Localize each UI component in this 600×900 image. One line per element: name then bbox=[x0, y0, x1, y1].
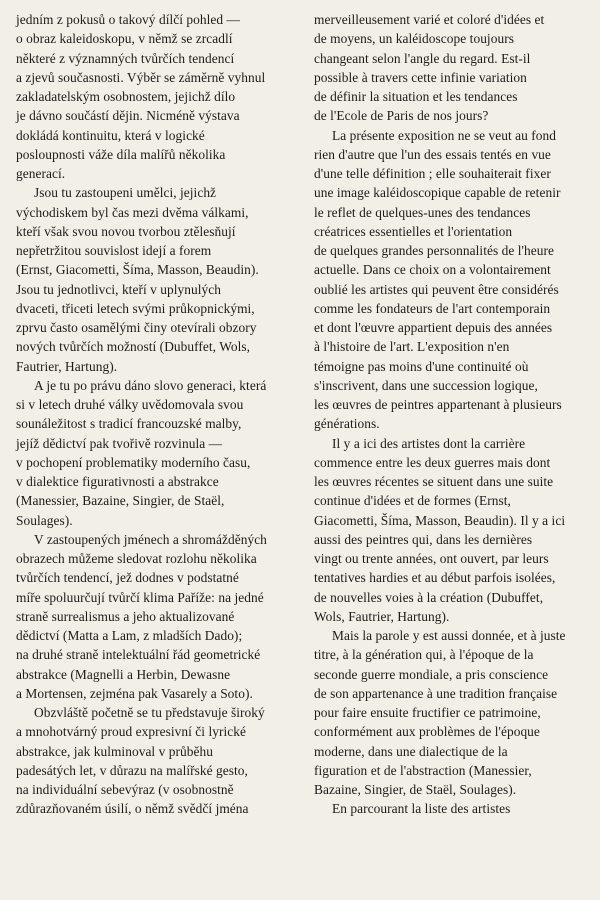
czech-text-line: posloupnosti váže díla malířů několika bbox=[16, 146, 226, 162]
french-text-line: de l'Ecole de Paris de nos jours? bbox=[314, 108, 489, 124]
french-text-line: à l'histoire de l'art. L'exposition n'en bbox=[314, 339, 510, 355]
czech-text-line: východiskem byl čas mezi dvěma válkami, bbox=[16, 204, 249, 220]
czech-text-line: Obzvláště početně se tu představuje široký bbox=[34, 705, 265, 720]
french-text-line: témoigne pas moins d'une continuité où bbox=[314, 358, 529, 374]
czech-text-line: a zjevů současnosti. Výběr se záměrně vyhnul bbox=[16, 69, 266, 85]
french-text-line: aussi des peintres qui, dans les dernières bbox=[314, 531, 533, 547]
french-text-line: le reflet de quelques-unes des tendances bbox=[314, 204, 531, 220]
french-text-line: de quelques grandes personnalités de l'heure bbox=[314, 243, 554, 258]
french-text-line: rien d'autre que l'un des essais tentés en vue bbox=[314, 146, 551, 162]
french-text-line: Mais la parole y est aussi donnée, et à juste bbox=[332, 628, 566, 643]
french-text-line: conformément aux problèmes de l'époque bbox=[314, 724, 540, 740]
french-text-line: Bazaine, Singier, de Staël, Soulages). bbox=[314, 782, 517, 797]
french-text-line: de son appartenance à une tradition française bbox=[314, 685, 558, 701]
czech-text-line: padesátých let, v důrazu na malířské gesto, bbox=[16, 762, 248, 778]
french-text-line: d'une telle définition ; elle souhaiterait fixer bbox=[314, 166, 551, 181]
czech-text-line: generací. bbox=[16, 166, 66, 181]
czech-text-line: zprvu často osamělými činy otevírali obzory bbox=[16, 320, 257, 335]
czech-text-line: v pochopení problematiky moderního času, bbox=[16, 454, 251, 470]
czech-text-line: nepřetržitou souvislost idejí a forem bbox=[16, 243, 212, 258]
czech-text-line: (Ernst, Giacometti, Šíma, Masson, Beaudin). bbox=[16, 262, 259, 278]
czech-text-line: sounáležitost s tradicí francouzské malby, bbox=[16, 416, 242, 432]
czech-text-column bbox=[16, 10, 296, 819]
czech-text-line: zdůrazňovaném úsilí, o němž svědčí jména bbox=[16, 801, 249, 817]
czech-text-line: abstrakce (Magnelli a Herbin, Dewasne bbox=[16, 666, 231, 682]
french-text-line: Wols, Fautrier, Hartung). bbox=[314, 608, 450, 624]
czech-text-line: Soulages). bbox=[16, 512, 73, 528]
french-text-line: créatrices essentielles et l'orientation bbox=[314, 223, 513, 239]
french-text-line: figuration et de l'abstraction (Manessier, bbox=[314, 762, 532, 778]
french-text-line: titre, à la génération qui, à l'époque de la bbox=[314, 647, 534, 663]
czech-text-line: a mnohotvárný proud expresivní či lyrické bbox=[16, 724, 246, 740]
czech-text-line: tvůrčích tendencí, jež dodnes v podstatné bbox=[16, 570, 239, 586]
french-text-line: seconde guerre mondiale, a pris conscience bbox=[314, 666, 549, 682]
czech-text-line: dvaceti, třiceti letech svými průkopnickými, bbox=[16, 300, 255, 316]
french-text-line: les œuvres de peintres appartenant à plusieurs bbox=[314, 397, 562, 412]
french-text-line: commence entre les deux guerres mais dont bbox=[314, 454, 551, 470]
czech-text-line: A je tu po právu dáno slovo generaci, která bbox=[34, 377, 267, 393]
czech-text-line: Jsou tu zastoupeni umělci, jejichž bbox=[34, 185, 217, 201]
french-text-line: de moyens, un kaléidoscope toujours bbox=[314, 31, 514, 47]
french-text-line: tentatives hardies et au début parfois isolées, bbox=[314, 570, 556, 586]
french-text-line: continue d'idées et de formes (Ernst, bbox=[314, 493, 511, 509]
czech-text-line: o obraz kaleidoskopu, v němž se zrcadlí bbox=[16, 31, 233, 47]
french-text-line: La présente exposition ne se veut au fond bbox=[332, 127, 557, 143]
french-text-line: pour faire ensuite fructifier ce patrimoine, bbox=[314, 705, 541, 720]
french-text-line: de définir la situation et les tendances bbox=[314, 89, 518, 104]
french-text-line: les œuvres récentes se situent dans une suite bbox=[314, 474, 554, 489]
czech-text-line: jedním z pokusů o takový dílčí pohled — bbox=[16, 12, 240, 27]
french-text-line: de nouvelles voies à la création (Dubuffet, bbox=[314, 589, 544, 605]
french-text-line: changeant selon l'angle du regard. Est-il bbox=[314, 50, 531, 66]
french-text-line: s'inscrivent, dans une succession logique, bbox=[314, 377, 538, 393]
french-text-line: comme les fondateurs de l'art contemporain bbox=[314, 300, 551, 316]
czech-text-line: je dávno součástí dějin. Nicméně výstava bbox=[16, 108, 240, 124]
czech-text-line: V zastoupených jménech a shromážděných bbox=[34, 531, 267, 547]
french-text-line: moderne, dans une dialectique de la bbox=[314, 743, 508, 759]
french-text-line: générations. bbox=[314, 416, 380, 432]
czech-text-line: dokládá kontinuitu, která v logické bbox=[16, 127, 205, 143]
french-text-line: possible à travers cette infinie variation bbox=[314, 69, 527, 85]
french-text-line: vingt ou trente années, ont ouvert, par leurs bbox=[314, 551, 549, 566]
czech-text-line: na individuální sebevýraz (v osobnostně bbox=[16, 782, 234, 797]
french-text-line: En parcourant la liste des artistes bbox=[332, 801, 511, 817]
french-text-line: Giacometti, Šíma, Masson, Beaudin). Il y a ici bbox=[314, 512, 566, 528]
czech-text-line: dědictví (Matta a Lam, z mladších Dado); bbox=[16, 628, 243, 643]
czech-text-line: a Mortensen, zejména pak Vasarely a Soto). bbox=[16, 685, 253, 701]
czech-text-line: jejíž dědictví pak tvořivě rozvinula — bbox=[16, 435, 223, 451]
french-text-line: oublié les artistes qui peuvent être considérés bbox=[314, 281, 559, 297]
czech-text-line: míře spoluurčují tvůrčí klima Paříže: na jedné bbox=[16, 589, 264, 605]
czech-text-line: kteří však svou novou tvorbou ztělesňují bbox=[16, 223, 236, 239]
czech-text-line: zakladatelským osobnostem, jejichž dílo bbox=[16, 89, 236, 104]
czech-text-line: straně surrealismus a jeho aktualizované bbox=[16, 608, 235, 624]
czech-text-line: obrazech můžeme sledovat rozlohu několika bbox=[16, 551, 257, 566]
french-text-line: actuelle. Dans ce choix on a volontairement bbox=[314, 262, 551, 278]
czech-text-line: některé z významných tvůrčích tendencí bbox=[16, 50, 235, 66]
czech-text-line: na druhé straně intelektuální řád geometrické bbox=[16, 647, 261, 663]
czech-text-line: Fautrier, Hartung). bbox=[16, 358, 118, 374]
french-text-line: Il y a ici des artistes dont la carrière bbox=[332, 435, 526, 451]
czech-text-line: si v letech druhé války uvědomovala svou bbox=[16, 397, 244, 412]
czech-text-line: v dialektice figurativnosti a abstrakce bbox=[16, 474, 219, 489]
french-text-line: une image kaléidoscopique capable de retenir bbox=[314, 185, 561, 201]
czech-text-line: nových tvůrčích možností (Dubuffet, Wols, bbox=[16, 339, 251, 355]
french-text-column bbox=[314, 10, 598, 819]
czech-text-line: Jsou tu jednotlivci, kteří v uplynulých bbox=[16, 281, 222, 297]
french-text-line: et dont l'œuvre appartient depuis des années bbox=[314, 320, 553, 335]
czech-text-line: abstrakce, jak kulminoval v průběhu bbox=[16, 743, 213, 759]
czech-text-line: (Manessier, Bazaine, Singier, de Staël, bbox=[16, 493, 225, 509]
french-text-line: merveilleusement varié et coloré d'idées et bbox=[314, 12, 545, 27]
